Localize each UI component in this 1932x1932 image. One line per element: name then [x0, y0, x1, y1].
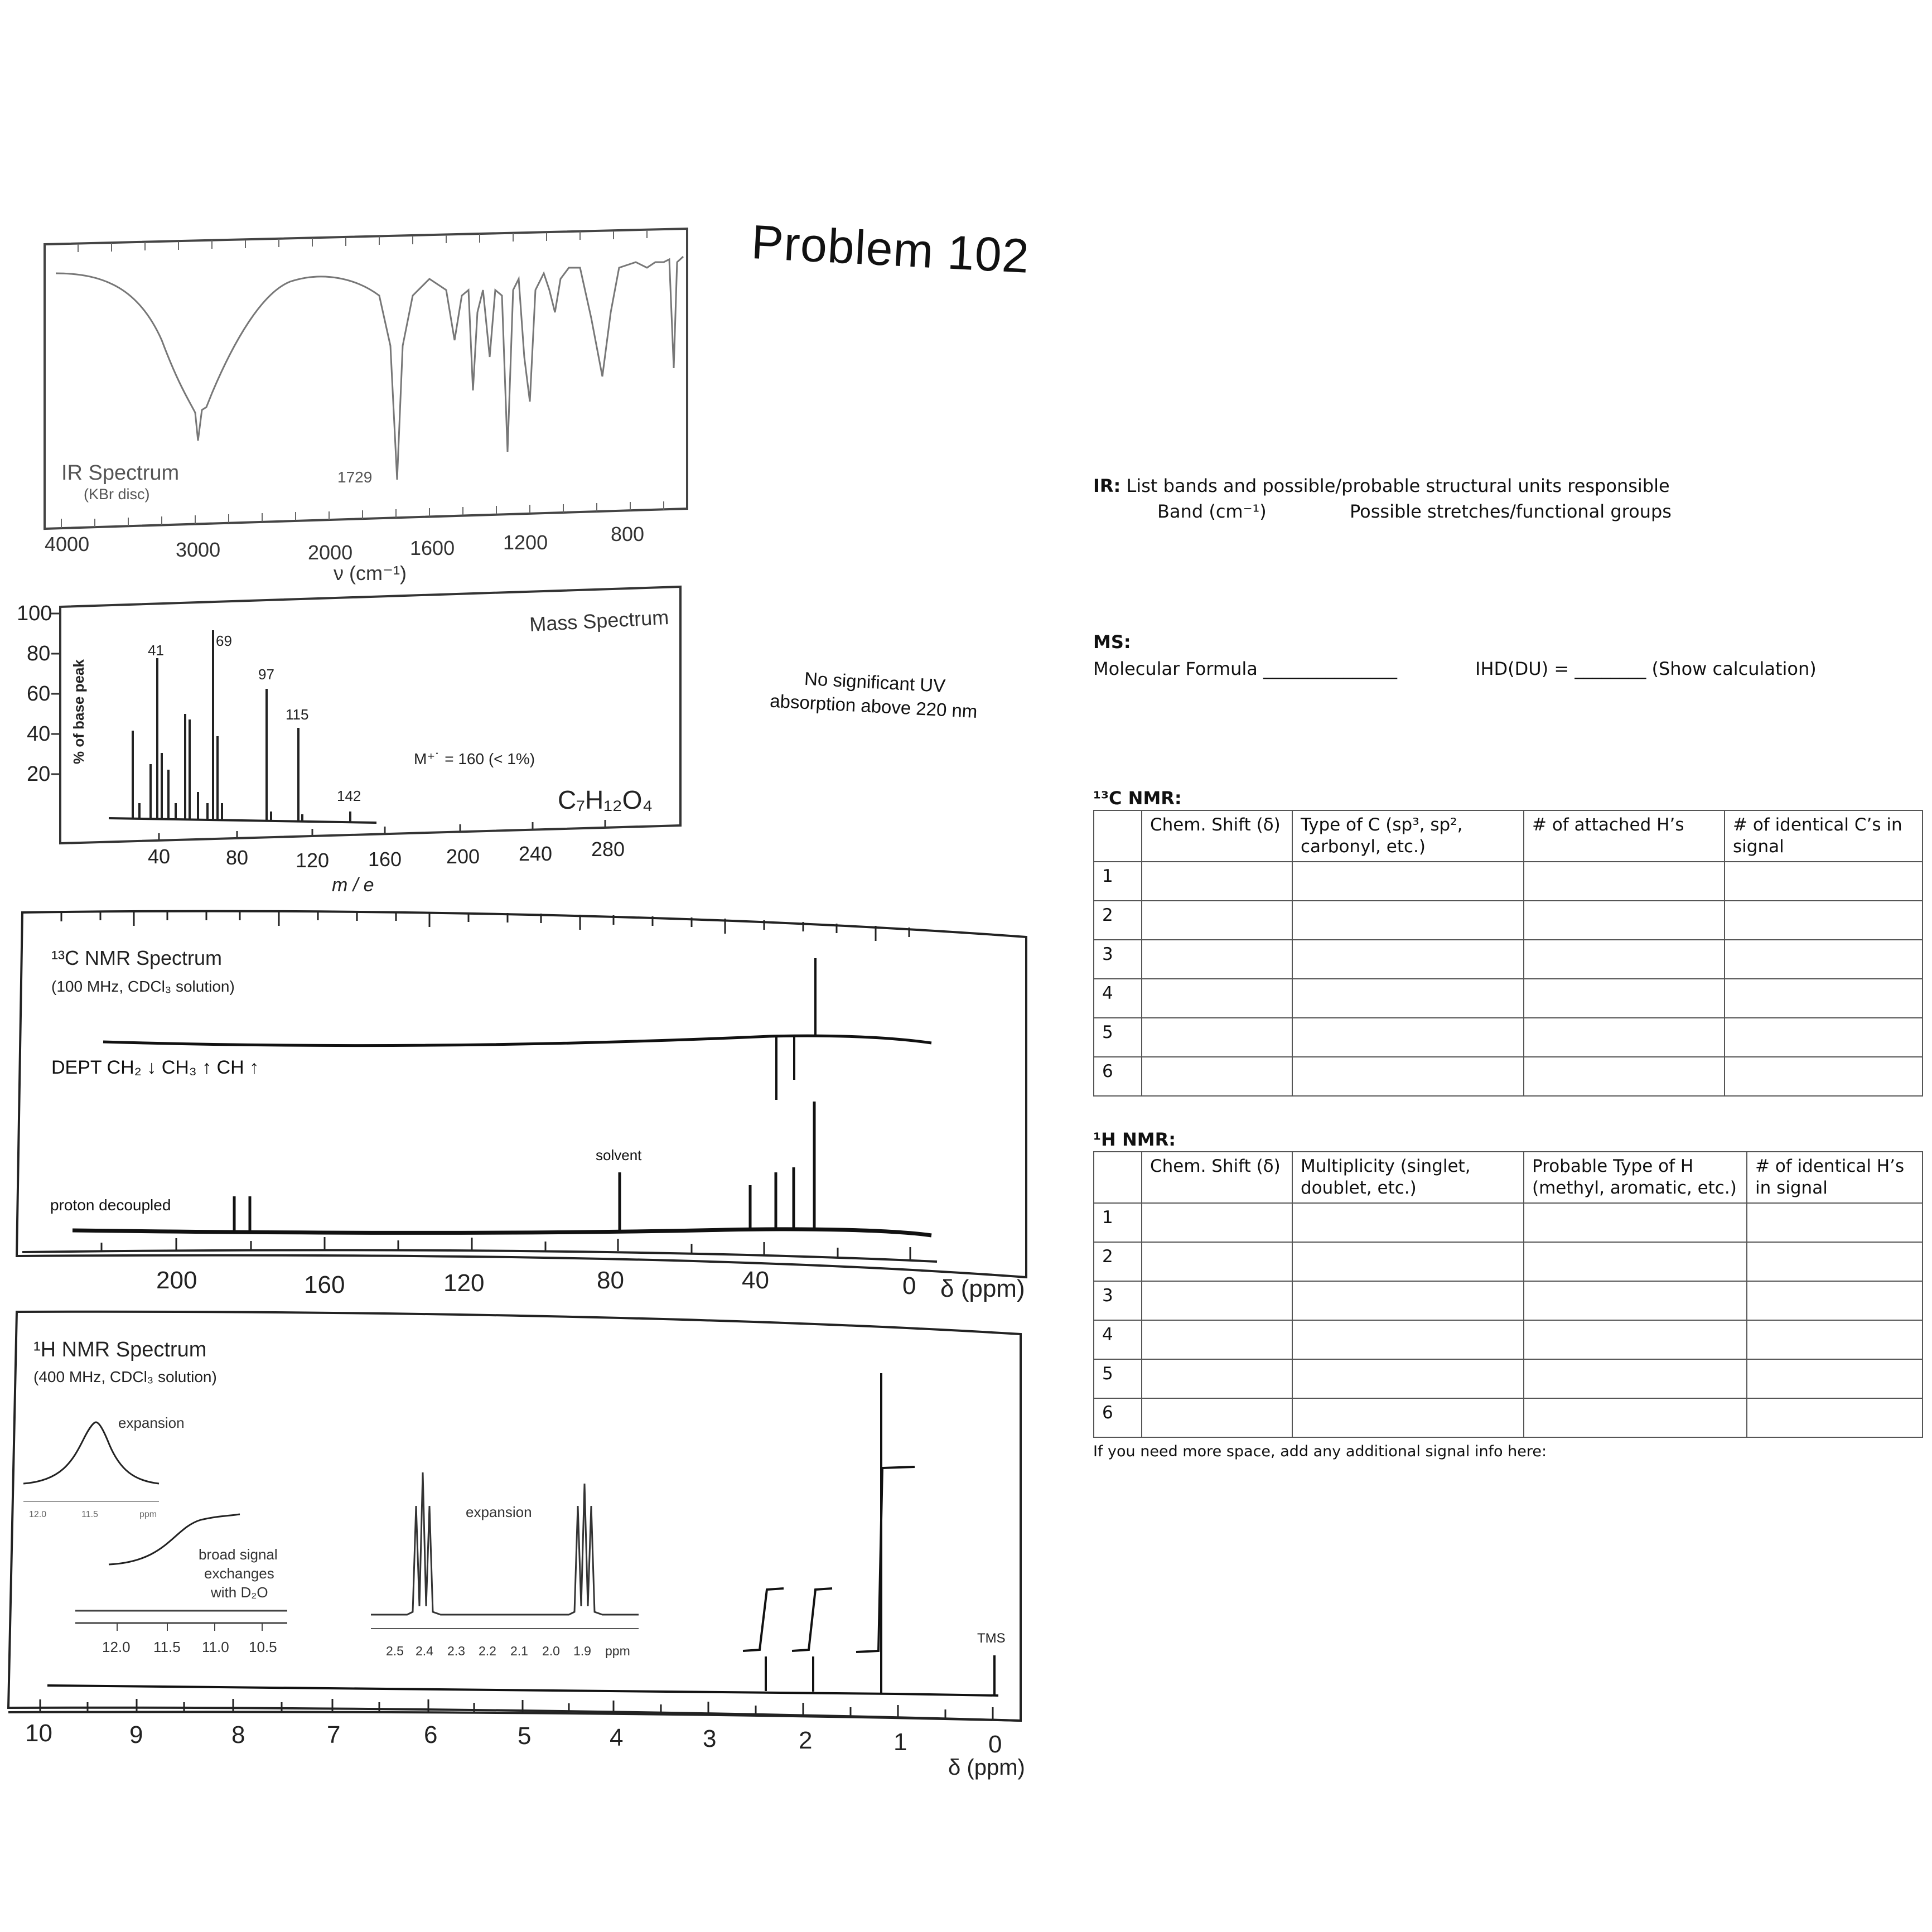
- h1-type-cell[interactable]: [1524, 1398, 1747, 1437]
- ms-xtick-120: 120: [296, 849, 330, 872]
- c13-header-type: Type of C (sp³, sp², carbonyl, etc.): [1292, 810, 1524, 862]
- c13-solvent-label: solvent: [596, 1147, 642, 1163]
- ir-peak-label: 1729: [337, 468, 373, 486]
- ms-xtick-200: 200: [446, 845, 480, 868]
- h1-inset2-ticks: [117, 1623, 262, 1631]
- ir-xlabel: ν (cm⁻¹): [334, 562, 407, 585]
- c13-shift-cell[interactable]: [1142, 1057, 1292, 1096]
- ir-spectrum: [45, 229, 687, 585]
- problem-title: Problem 102: [750, 215, 1031, 283]
- table-row: [1094, 1320, 1923, 1359]
- ir-title: IR Spectrum: [61, 461, 180, 485]
- row-number: 5: [1094, 1359, 1142, 1398]
- h1-multiplicity-cell[interactable]: [1292, 1320, 1524, 1359]
- row-number: 4: [1094, 979, 1142, 1018]
- c13-subtitle: (100 MHz, CDCl₃ solution): [51, 978, 235, 995]
- table-row: [1094, 940, 1923, 979]
- c13-type-cell[interactable]: [1292, 940, 1524, 979]
- table-row: [1094, 1018, 1923, 1057]
- c13-identical-c-cell[interactable]: [1725, 862, 1923, 901]
- ms-xtick-40: 40: [148, 845, 171, 868]
- h1-inset2-tick-1: 11.5: [153, 1639, 181, 1655]
- ms-ytick-40: 40: [27, 722, 51, 746]
- ms-ylabel: % of base peak: [70, 659, 87, 764]
- h1-xtick-3: 3: [703, 1725, 717, 1752]
- c13-title: ¹³C NMR Spectrum: [51, 946, 223, 969]
- ir-bottom-ticks: [61, 501, 664, 528]
- c13-xtick-200: 200: [156, 1267, 197, 1294]
- c13-baseline: [73, 1229, 931, 1235]
- ms-ytick-20: 20: [27, 762, 51, 786]
- c13-header-identical-c: # of identical C’s in signal: [1725, 810, 1923, 862]
- h1-header-identical-h: # of identical H’s in signal: [1747, 1152, 1923, 1203]
- h1-inset3-tick-0: 2.5: [386, 1644, 404, 1658]
- h1-inset3-tick-2: 2.3: [447, 1644, 465, 1658]
- h1-shift-cell[interactable]: [1142, 1359, 1292, 1398]
- c13-xtick-120: 120: [443, 1269, 485, 1297]
- ir-trace: [56, 257, 683, 480]
- h1-inset3-ticklabels: [386, 1644, 630, 1658]
- row-number: 4: [1094, 1320, 1142, 1359]
- ms-baseline: [109, 818, 376, 823]
- table-row: [1094, 1281, 1923, 1320]
- h1-inset2-tick-3: 10.5: [249, 1639, 277, 1655]
- worksheet-footer-note: If you need more space, add any additional signal info here:: [1093, 1443, 1547, 1460]
- c13-worksheet-heading-text: ¹³C NMR:: [1093, 788, 1182, 809]
- h1-shift-cell[interactable]: [1142, 1242, 1292, 1281]
- ms-xtick-240: 240: [519, 842, 553, 865]
- h1-multiplicity-cell[interactable]: [1292, 1359, 1524, 1398]
- c13-type-cell[interactable]: [1292, 979, 1524, 1018]
- c13-attached-h-cell[interactable]: [1524, 1018, 1725, 1057]
- table-row: [1094, 1359, 1923, 1398]
- h1-xtick-4: 4: [610, 1724, 624, 1751]
- c13-peaks: [234, 1102, 814, 1233]
- h1-expansion-label-2: expansion: [466, 1504, 532, 1520]
- c13-spectrum: [17, 911, 1026, 1302]
- row-number: 3: [1094, 1281, 1142, 1320]
- h1-shift-cell[interactable]: [1142, 1203, 1292, 1242]
- ms-formula: C₇H₁₂O₄: [558, 785, 653, 814]
- h1-header-shift: Chem. Shift (δ): [1142, 1152, 1292, 1203]
- ir-xtick-2000: 2000: [308, 541, 353, 564]
- h1-identical-h-cell[interactable]: [1747, 1281, 1923, 1320]
- ihd-field[interactable]: IHD(DU) = ________ (Show calculation): [1475, 658, 1817, 679]
- h1-integral-2: [792, 1588, 832, 1651]
- h1-subtitle: (400 MHz, CDCl₃ solution): [33, 1368, 217, 1385]
- h1-header-type: Probable Type of H (methyl, aromatic, etc.): [1524, 1152, 1747, 1203]
- c13-xlabel: δ (ppm): [940, 1275, 1025, 1302]
- h1-inset3-tick-4: 2.1: [510, 1644, 528, 1658]
- h1-multiplicity-cell[interactable]: [1292, 1242, 1524, 1281]
- table-row: [1094, 901, 1923, 940]
- ir-xtick-3000: 3000: [176, 538, 221, 561]
- h1-shift-cell[interactable]: [1142, 1398, 1292, 1437]
- mass-spectrum: [17, 587, 680, 896]
- h1-xtick-9: 9: [129, 1721, 143, 1749]
- row-number: 6: [1094, 1398, 1142, 1437]
- table-row: [1094, 1057, 1923, 1096]
- dept-baseline: [103, 1036, 931, 1045]
- h1-xtick-0: 0: [988, 1731, 1002, 1758]
- h1-inset1-tick-2: ppm: [139, 1510, 157, 1519]
- c13-proton-decoupled-label: proton decoupled: [50, 1196, 171, 1214]
- c13-attached-h-cell[interactable]: [1524, 901, 1725, 940]
- c13-header-attached-h: # of attached H’s: [1524, 810, 1725, 862]
- h1-integral-3: [856, 1467, 915, 1652]
- dept-label: DEPT CH₂ ↓ CH₃ ↑ CH ↑: [51, 1057, 259, 1078]
- c13-xtick-160: 160: [304, 1271, 345, 1298]
- ms-ytick-80: 80: [27, 642, 51, 665]
- ms-molecular-ion: M⁺˙ = 160 (< 1%): [414, 750, 535, 767]
- h1-multiplicity-cell[interactable]: [1292, 1203, 1524, 1242]
- ir-subtitle: (KBr disc): [84, 486, 150, 503]
- molecular-formula-field[interactable]: Molecular Formula _______________: [1093, 658, 1398, 679]
- ms-xtick-160: 160: [368, 848, 402, 871]
- c13-attached-h-cell[interactable]: [1524, 979, 1725, 1018]
- c13-identical-c-cell[interactable]: [1725, 1018, 1923, 1057]
- ms-worksheet-heading: MS:: [1093, 631, 1131, 653]
- h1-inset1-tick-1: 11.5: [81, 1510, 98, 1519]
- h1-header-index: [1094, 1152, 1142, 1203]
- h1-xtick-6: 6: [424, 1721, 438, 1749]
- c13-identical-c-cell[interactable]: [1725, 940, 1923, 979]
- ms-peak-69: 69: [216, 632, 232, 649]
- h1-xtick-8: 8: [231, 1721, 245, 1749]
- ms-y-ticks: [51, 614, 60, 774]
- h1-inset3-multiplets: [371, 1472, 639, 1615]
- ir-worksheet-col-groups: Possible stretches/functional groups: [1350, 501, 1672, 522]
- c13-type-cell[interactable]: [1292, 1057, 1524, 1096]
- ms-peak-115: 115: [286, 706, 309, 723]
- h1-identical-h-cell[interactable]: [1747, 1203, 1923, 1242]
- h1-identical-h-cell[interactable]: [1747, 1320, 1923, 1359]
- h1-inset3-tick-7: ppm: [605, 1644, 630, 1658]
- h1-table-header-row: [1094, 1152, 1923, 1203]
- h1-worksheet-heading-text: ¹H NMR:: [1093, 1129, 1176, 1150]
- h1-xtick-7: 7: [327, 1721, 341, 1749]
- ms-title: Mass Spectrum: [529, 605, 670, 636]
- c13-header-shift: Chem. Shift (δ): [1142, 810, 1292, 862]
- h1-worksheet-heading: [1093, 1129, 1176, 1150]
- c13-attached-h-cell[interactable]: [1524, 1057, 1725, 1096]
- ms-peaks: [133, 630, 350, 822]
- row-number: 2: [1094, 901, 1142, 940]
- h1-inset1-peak: [23, 1422, 159, 1484]
- table-row: [1094, 979, 1923, 1018]
- c13-attached-h-cell[interactable]: [1524, 940, 1725, 979]
- row-number: 1: [1094, 1203, 1142, 1242]
- h1-shift-cell[interactable]: [1142, 1320, 1292, 1359]
- h1-inset2-tick-0: 12.0: [102, 1639, 131, 1655]
- h1-baseline: [47, 1685, 998, 1696]
- ms-xtick-80: 80: [226, 846, 249, 869]
- c13-top-ticks: [61, 911, 909, 941]
- c13-shift-cell[interactable]: [1142, 1018, 1292, 1057]
- c13-worksheet-heading: [1093, 788, 1182, 809]
- h1-title: ¹H NMR Spectrum: [33, 1338, 207, 1361]
- table-row: [1094, 1242, 1923, 1281]
- h1-tms-label: TMS: [977, 1631, 1006, 1646]
- h1-multiplicity-cell[interactable]: [1292, 1398, 1524, 1437]
- ms-peak-41: 41: [148, 642, 164, 659]
- c13-shift-cell[interactable]: [1142, 862, 1292, 901]
- ir-xtick-4000: 4000: [45, 533, 90, 556]
- c13-xtick-40: 40: [742, 1267, 769, 1294]
- table-row: [1094, 1398, 1923, 1437]
- c13-attached-h-cell[interactable]: [1524, 862, 1725, 901]
- h1-expansion-label-1: expansion: [118, 1414, 185, 1431]
- table-row: [1094, 862, 1923, 901]
- h1-inset2-tick-2: 11.0: [202, 1639, 229, 1655]
- ms-xtick-280: 280: [591, 838, 625, 861]
- h1-inset3-tick-6: 1.9: [573, 1644, 591, 1658]
- ms-peak-142: 142: [337, 788, 361, 804]
- h1-peaks: [766, 1373, 994, 1694]
- ms-ytick-100: 100: [17, 602, 52, 625]
- h1-type-cell[interactable]: [1524, 1359, 1747, 1398]
- h1-xtick-5: 5: [518, 1722, 532, 1750]
- c13-shift-cell[interactable]: [1142, 940, 1292, 979]
- ir-worksheet-col-band: Band (cm⁻¹): [1157, 501, 1267, 522]
- h1-worksheet-table: [1093, 1151, 1923, 1438]
- c13-type-cell[interactable]: [1292, 901, 1524, 940]
- h1-broad-note-3: with D₂O: [211, 1584, 268, 1601]
- c13-xtick-80: 80: [597, 1267, 624, 1294]
- h1-inset3-tick-5: 2.0: [542, 1644, 560, 1658]
- c13-identical-c-cell[interactable]: [1725, 979, 1923, 1018]
- h1-type-cell[interactable]: [1524, 1203, 1747, 1242]
- h1-broad-note-1: broad signal: [199, 1546, 278, 1563]
- h1-integral-1: [743, 1588, 784, 1651]
- ir-xtick-1200: 1200: [503, 531, 548, 554]
- h1-inset3-tick-1: 2.4: [416, 1644, 433, 1658]
- h1-multiplicity-cell[interactable]: [1292, 1281, 1524, 1320]
- ms-peak-97: 97: [258, 666, 274, 683]
- table-row: [1094, 1203, 1923, 1242]
- ir-worksheet-heading: IR:: [1093, 475, 1121, 496]
- h1-xtick-1: 1: [893, 1728, 907, 1756]
- ms-xlabel: m / e: [332, 875, 374, 896]
- uv-note-line-1: No significant UV: [804, 668, 946, 697]
- h1-shift-cell[interactable]: [1142, 1281, 1292, 1320]
- c13-identical-c-cell[interactable]: [1725, 1057, 1923, 1096]
- h1-spectrum: [8, 1312, 1025, 1780]
- h1-broad-note-2: exchanges: [204, 1565, 274, 1582]
- row-number: 5: [1094, 1018, 1142, 1057]
- uv-note-line-2: absorption above 220 nm: [769, 690, 978, 722]
- row-number: 3: [1094, 940, 1142, 979]
- ms-worksheet-section: [1093, 631, 1817, 679]
- c13-shift-cell[interactable]: [1142, 979, 1292, 1018]
- h1-xtick-2: 2: [799, 1727, 813, 1754]
- h1-identical-h-cell[interactable]: [1747, 1398, 1923, 1437]
- c13-worksheet-table: [1093, 810, 1923, 1097]
- c13-shift-cell[interactable]: [1142, 901, 1292, 940]
- dept-peaks: [776, 958, 815, 1100]
- c13-xtick-0: 0: [902, 1272, 916, 1300]
- row-number: 2: [1094, 1242, 1142, 1281]
- h1-xlabel: δ (ppm): [948, 1755, 1025, 1780]
- row-number: 6: [1094, 1057, 1142, 1096]
- h1-type-cell[interactable]: [1524, 1320, 1747, 1359]
- c13-table-header-row: [1094, 810, 1923, 862]
- h1-xtick-10: 10: [25, 1720, 52, 1747]
- h1-type-cell[interactable]: [1524, 1281, 1747, 1320]
- c13-header-index: [1094, 810, 1142, 862]
- h1-type-cell[interactable]: [1524, 1242, 1747, 1281]
- ir-worksheet-section: [1093, 475, 1672, 522]
- ms-ytick-60: 60: [27, 682, 51, 706]
- h1-inset1-tick-0: 12.0: [29, 1510, 47, 1519]
- row-number: 1: [1094, 862, 1142, 901]
- c13-type-cell[interactable]: [1292, 1018, 1524, 1057]
- c13-type-cell[interactable]: [1292, 862, 1524, 901]
- h1-identical-h-cell[interactable]: [1747, 1242, 1923, 1281]
- ir-xtick-1600: 1600: [410, 537, 455, 559]
- ir-worksheet-instruction: List bands and possible/probable structural units responsible: [1126, 475, 1670, 496]
- h1-header-multiplicity: Multiplicity (singlet, doublet, etc.): [1292, 1152, 1524, 1203]
- c13-identical-c-cell[interactable]: [1725, 901, 1923, 940]
- h1-identical-h-cell[interactable]: [1747, 1359, 1923, 1398]
- ir-xtick-800: 800: [611, 523, 645, 545]
- h1-inset3-tick-3: 2.2: [479, 1644, 496, 1658]
